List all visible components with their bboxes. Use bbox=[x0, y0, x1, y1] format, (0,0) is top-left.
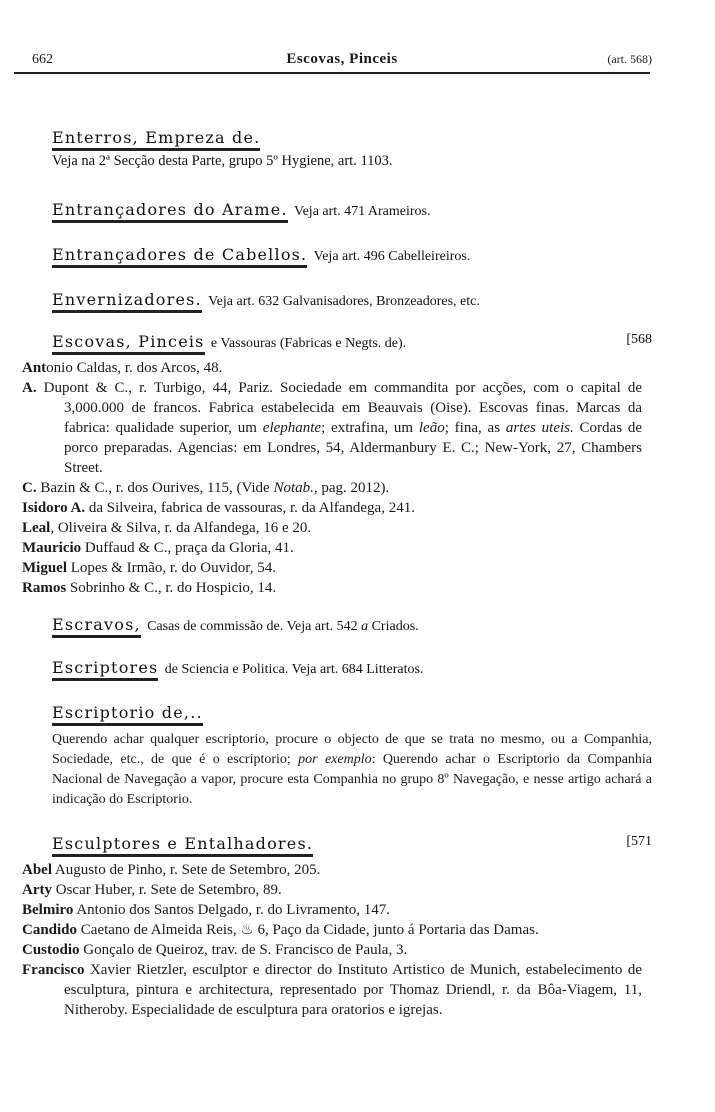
list-item: Leal, Oliveira & Silva, r. da Alfandega, 16 e 20. bbox=[22, 520, 312, 536]
section-enterros bbox=[52, 128, 652, 170]
list-item: Belmiro Antonio dos Santos Delgado, r. do Livramento, 147. bbox=[22, 902, 391, 918]
section-escravos bbox=[52, 615, 652, 638]
section-text: Veja art. 471 Arameiros. bbox=[294, 204, 431, 219]
section-envernizadores bbox=[52, 290, 652, 313]
section-escovas bbox=[52, 332, 652, 355]
article-ref: [568 bbox=[626, 332, 652, 347]
section-heading: Enterros, Empreza de. bbox=[52, 128, 260, 151]
article-range: (art. 568) bbox=[607, 52, 652, 66]
section-heading: Escravos, bbox=[52, 615, 141, 638]
section-heading: Esculptores e Entalhadores. bbox=[52, 834, 313, 857]
article-ref: [571 bbox=[626, 834, 652, 849]
section-text: Veja art. 496 Cabelleireiros. bbox=[313, 249, 471, 264]
section-text: Casas de commissão de. Veja art. 542 a Criados. bbox=[147, 619, 419, 634]
section-text: Veja na 2ª Secção desta Parte, grupo 5º Hygiene, art. 1103. bbox=[52, 153, 393, 169]
section-heading: Escovas, Pinceis bbox=[52, 332, 205, 355]
list-item: Ramos Sobrinho & C., r. do Hospicio, 14. bbox=[22, 580, 277, 596]
section-entrancadores-arame bbox=[52, 200, 652, 223]
section-text: Veja art. 632 Galvanisadores, Bronzeadores, etc. bbox=[208, 294, 480, 309]
section-entrancadores-cabellos bbox=[52, 245, 652, 268]
escriptorio-paragraph: Querendo achar qualquer escriptorio, procure o objecto de que se trata no mesmo, ou a Companhia, Sociedade, etc., de que é o escriptorio; por exemplo: Querendo achar o Escriptorio da Companhia Nacional de Navegação a vapor, procure esta Companhia no grupo 8º Navegação, e nesse artigo achará a indicação do Escriptorio. bbox=[52, 732, 653, 807]
list-item: Candido Caetano de Almeida Reis, ♨ 6, Paço da Cidade, junto á Portaria das Damas. bbox=[22, 922, 539, 938]
section-heading: Escriptores bbox=[52, 658, 158, 681]
list-item: Mauricio Duffaud & C., praça da Gloria, 41. bbox=[22, 540, 294, 556]
list-item: Abel Augusto de Pinho, r. Sete de Setembro, 205. bbox=[22, 862, 321, 878]
list-item: A. Dupont & C., r. Turbigo, 44, Pariz. Sociedade em commandita por acções, com o capital de 3,000.000 de francos. Fabrica estabelecida em Beauvais (Oise). Escovas finas. Marcas da fabrica: qualidade superior, um elephante; extrafina, um leão; fina, as artes uteis. Cordas de porco preparadas. Agencias: em Londres, 54, Aldermanbury E. C.; New-York, 27, Chambers Street. bbox=[22, 380, 643, 476]
header-rule bbox=[14, 72, 650, 74]
section-esculptores bbox=[52, 834, 652, 857]
page-number: 662 bbox=[32, 52, 53, 67]
esculptores-entries bbox=[22, 860, 642, 1020]
list-item: C. Bazin & C., r. dos Ourives, 115, (Vide Notab., pag. 2012). bbox=[22, 480, 390, 496]
escovas-entries bbox=[22, 358, 642, 598]
section-heading: Escriptorio de,.. bbox=[52, 703, 203, 726]
list-item: Antonio Caldas, r. dos Arcos, 48. bbox=[22, 360, 223, 376]
list-item: Francisco Xavier Rietzler, esculptor e director do Instituto Artistico de Munich, estabelecimento de esculptura, pintura e architectura, representado por Thomaz Driendl, r. da Bôa-Viagem, 11, Nitheroby. Especialidade de esculptura para oratorios e igrejas. bbox=[22, 962, 642, 1018]
list-item: Isidoro A. da Silveira, fabrica de vassouras, r. da Alfandega, 241. bbox=[22, 500, 415, 516]
section-heading: Entrançadores do Arame. bbox=[52, 200, 288, 223]
section-escriptorio bbox=[52, 703, 652, 726]
section-escriptores bbox=[52, 658, 652, 681]
section-text: de Sciencia e Politica. Veja art. 684 Litteratos. bbox=[164, 662, 424, 677]
section-text: e Vassouras (Fabricas e Negts. de). bbox=[210, 336, 407, 351]
section-heading: Envernizadores. bbox=[52, 290, 202, 313]
running-header bbox=[32, 52, 652, 72]
list-item: Arty Oscar Huber, r. Sete de Setembro, 89. bbox=[22, 882, 282, 898]
list-item: Custodio Gonçalo de Queiroz, trav. de S. Francisco de Paula, 3. bbox=[22, 942, 408, 958]
section-heading: Entrançadores de Cabellos. bbox=[52, 245, 307, 268]
list-item: Miguel Lopes & Irmão, r. do Ouvidor, 54. bbox=[22, 560, 276, 576]
running-title: Escovas, Pinceis bbox=[286, 51, 398, 67]
